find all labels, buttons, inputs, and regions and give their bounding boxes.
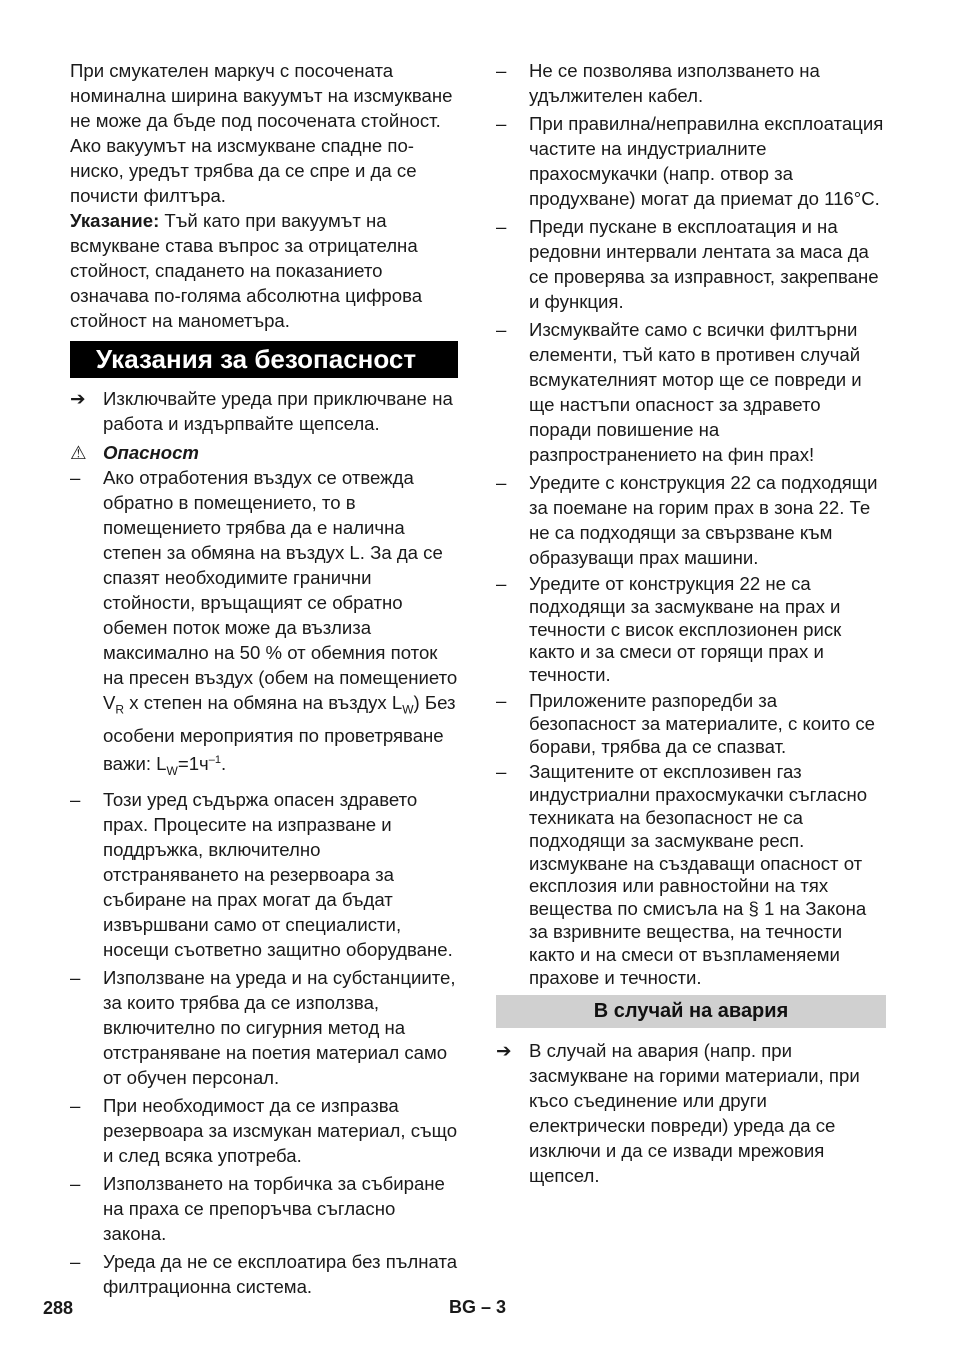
dash-marker: – — [496, 319, 507, 340]
emergency-section-title: В случай на авария — [496, 995, 886, 1028]
list-item — [496, 470, 886, 570]
list-item — [70, 965, 458, 1090]
arrow-right-icon: ➔ — [70, 388, 86, 409]
note-label: Указание: — [70, 210, 160, 231]
danger-label: Опасност — [103, 442, 199, 463]
item-text: Използването на торбичка за събиране на праха се препоръчва съгласно закона. — [103, 1172, 445, 1244]
intro-paragraph: При смукателен маркуч с посочената номинална ширина вакуумът на изсмукване не може да бъде под посочената стойност. Ако вакуумът на изсмукване спадне по-ниско, уредът трябва да се спре и да се почисти филтъра. — [70, 60, 453, 206]
list-item — [496, 111, 886, 211]
list-item — [70, 1093, 458, 1168]
dash-marker: – — [70, 1094, 81, 1116]
page-number: 288 — [43, 1298, 74, 1318]
emergency-text: В случай на авария (напр. при засмукване на горими материали, при късо съединение или други електрически повреди) уреда да се изключи и да се извади мрежовия щепсел. — [529, 1040, 860, 1187]
dash-marker: – — [70, 467, 81, 488]
list-item — [496, 317, 886, 467]
list-item — [70, 465, 458, 784]
unplug-text: Изключвайте уреда при приключване на работа и издърпвайте щепсела. — [103, 388, 453, 434]
item-text: Преди пускане в експлоатация и на редовни интервали лентата за маса да се проверява за изправност, закрепване и функция. — [529, 216, 879, 312]
item-text: Използване на уреда и на субстанциите, за които трябва да се използва, включително по сигурния метод на отстраняване на поетия материал само от обучен персонал. — [103, 966, 456, 1088]
subscript: W — [166, 763, 178, 778]
item-text: Уреда да не се експлоатира без пълната филтрационна система. — [103, 1250, 458, 1297]
rules-list-continued — [496, 573, 886, 989]
item-text: Този уред съдържа опасен здравето прах. Процесите на изпразване и поддръжка, включително отстраняването на резервоара за събиране на прах могат да бъдат извършвани само от специалисти, носещи съответно защитно оборудване. — [103, 788, 453, 960]
left-column — [70, 58, 458, 1302]
item-text: =1ч — [177, 752, 209, 774]
item-text: При необходимост да се изпразва резервоара за изсмукан материал, също и след всяка употреба. — [103, 1094, 458, 1166]
warning-triangle-icon: ⚠ — [70, 442, 87, 463]
dash-marker: – — [70, 1172, 81, 1194]
right-column — [496, 58, 886, 1188]
item-text: Защитените от експлозивен газ индустриални прахосмукачки съгласно техниката на безопасност не са подходящи за засмукване респ. изсмукване на създаващи опасност от експлозия или равностойни на тях вещества по смисъла на § 1 на Закона за взривните вещества, на течности както и на смеси от възпламеняеми прахове и течности. — [529, 761, 868, 988]
list-item — [70, 787, 458, 962]
list-item — [496, 761, 886, 989]
item-text: Не се позволява използването на удължителен кабел. — [529, 60, 820, 106]
superscript: –1 — [208, 753, 221, 766]
list-item — [70, 1171, 458, 1246]
unplug-instruction — [70, 386, 458, 436]
item-text: При правилна/неправилна експлоатация частите на индустриалните прахосмукачки (напр. отвор за продухване) могат да приемат до 116°C. — [529, 113, 884, 209]
dash-marker: – — [496, 689, 507, 711]
language-page-code: BG – 3 — [449, 1297, 507, 1317]
item-text: Приложените разпоредби за безопасност за материалите, с които се борави, трябва да се спазват. — [529, 689, 875, 757]
item-text: . — [220, 752, 227, 774]
dash-marker: – — [70, 1250, 81, 1272]
list-item — [496, 690, 886, 758]
dash-marker: – — [496, 216, 507, 237]
note-text: Тъй като при вакуумът на всмукване става въпрос за отрицателна стойност, спадането на показанието означава по-голяма абсолютна цифрова стойност на манометъра. — [70, 210, 423, 331]
dash-marker: – — [70, 966, 81, 988]
safety-section-title: Указания за безопасност — [70, 341, 458, 378]
dash-marker: – — [496, 113, 507, 134]
emergency-instruction — [496, 1038, 886, 1188]
dash-marker: – — [496, 761, 507, 783]
item-text: ) Без особени мероприятия по проветряване важи: L — [103, 692, 456, 774]
dash-marker: – — [496, 60, 507, 81]
dash-marker: – — [496, 472, 507, 493]
note-paragraph — [70, 208, 458, 333]
dash-marker: – — [496, 573, 507, 594]
arrow-right-icon: ➔ — [496, 1040, 512, 1062]
item-text: Ако отработения въздух се отвежда обратно в помещението, то в помещението трябва да е налична степен за обмяна на въздух L. За да се спазят необходимите гранични стойности, връщащият се обратно обемен поток може да възлиза максимално на 50 % от обемния поток на пресен въздух (обем на помещението V — [103, 467, 458, 713]
list-item — [70, 1249, 458, 1299]
item-text: Изсмуквайте само с всички филтърни елементи, тъй като в противен случай всмукателният мотор ще се повреди и ще настъпи опасност за здравето поради повишение на разпространението на фин прах! — [529, 319, 862, 465]
danger-list — [70, 465, 458, 1299]
list-item — [496, 58, 886, 108]
list-item — [496, 214, 886, 314]
dash-marker: – — [70, 788, 81, 810]
subscript: W — [402, 702, 414, 717]
item-text: Уредите с конструкция 22 са подходящи за поемане на горим прах в зона 22. Те не са подходящи за свързване към образуващи прах машини. — [529, 472, 878, 568]
danger-heading — [70, 440, 458, 465]
rules-list — [496, 58, 886, 570]
item-text: x степен на обмяна на въздух L — [124, 692, 403, 713]
list-item — [496, 573, 886, 687]
item-text: Уредите от конструкция 22 не са подходящи за засмукване на прах и течности с висок експлозионен риск както и за смеси от горящи прах и течности. — [529, 573, 842, 686]
subscript: R — [115, 702, 125, 717]
